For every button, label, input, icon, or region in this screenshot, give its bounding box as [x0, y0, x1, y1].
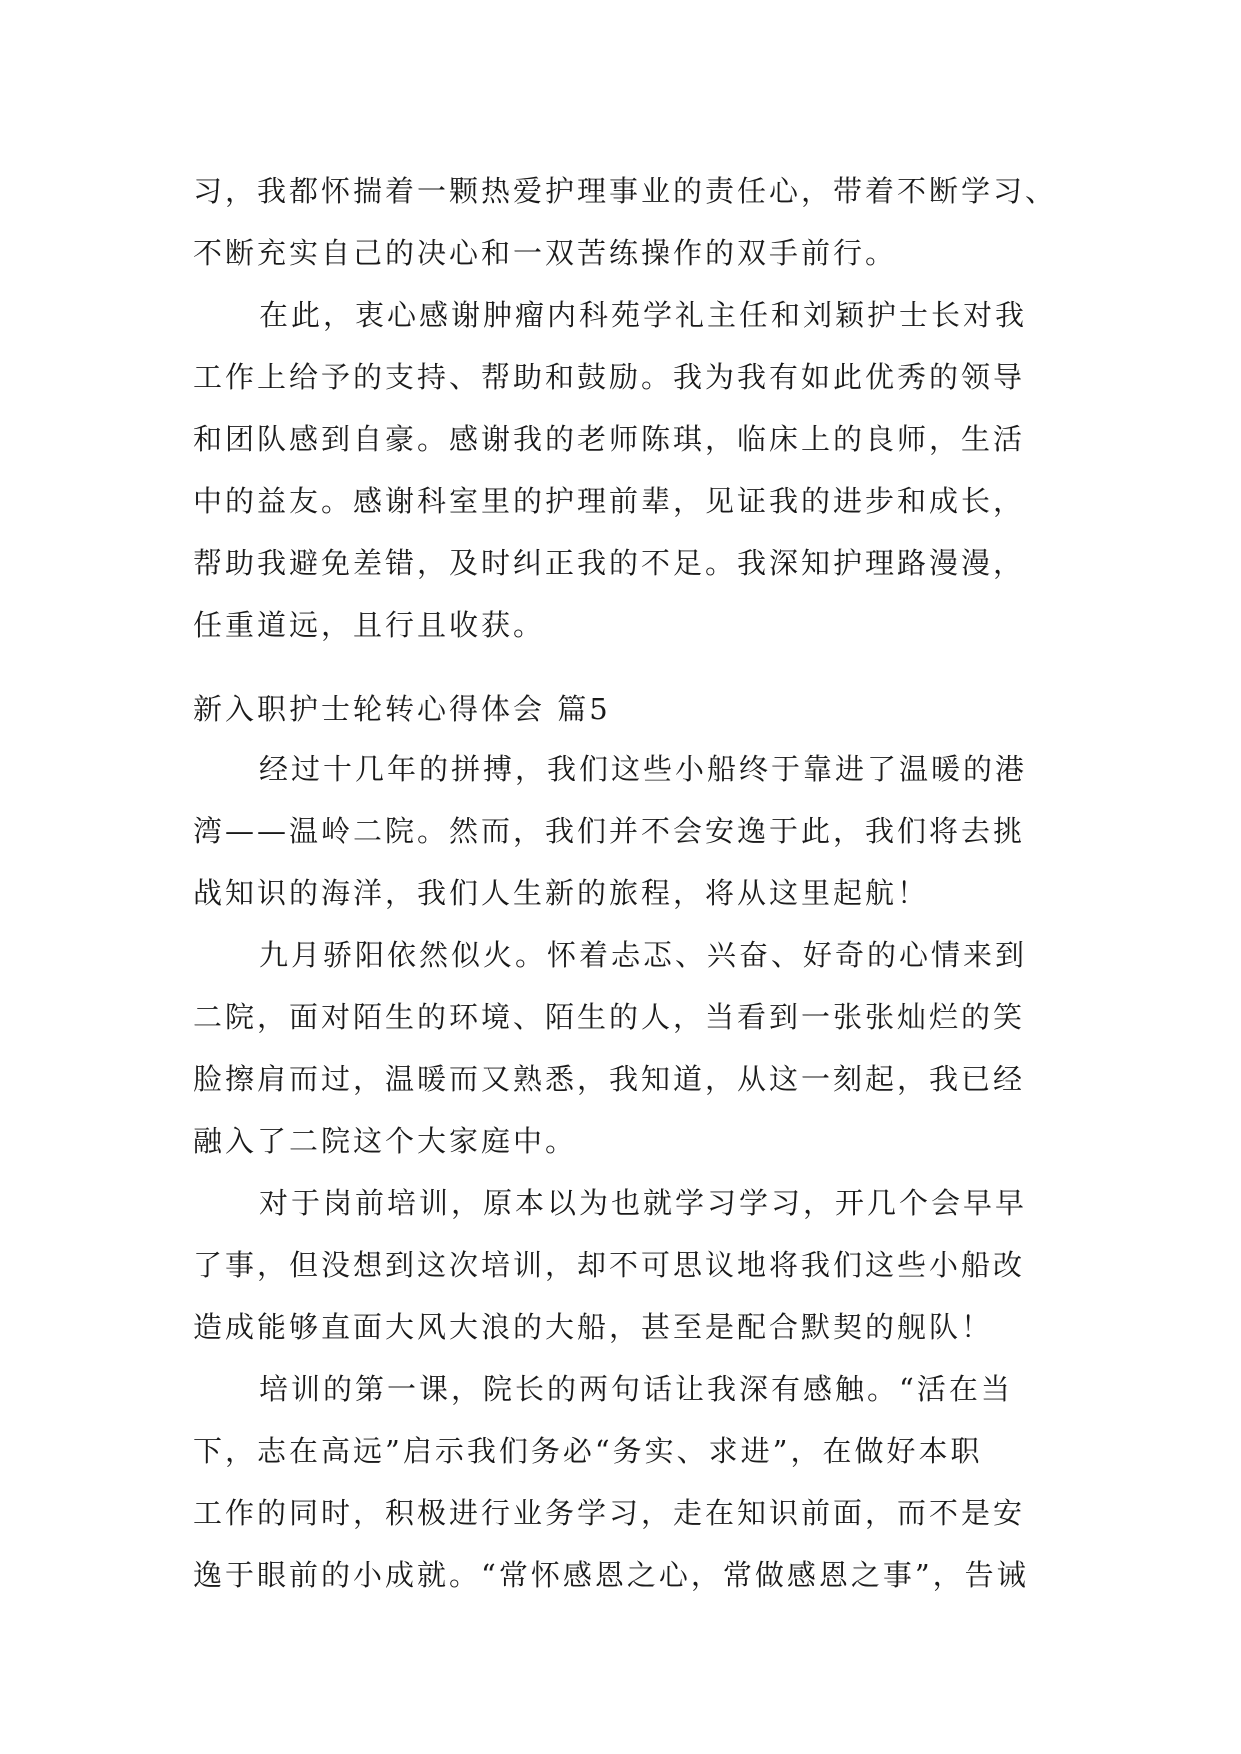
text-line: 九月骄阳依然似火。怀着忐忑、兴奋、好奇的心情来到 [259, 938, 1028, 972]
text-line: 逸于眼前的小成就。“常怀感恩之心，常做感恩之事”，告诫 [193, 1558, 1029, 1592]
section-heading: 新入职护士轮转心得体会 篇5 [193, 692, 611, 726]
document-body [193, 160, 1063, 1606]
text-line: 中的益友。感谢科室里的护理前辈，见证我的进步和成长， [193, 484, 1026, 518]
paragraph-5 [193, 1172, 1063, 1358]
text-line: 湾——温岭二院。然而，我们并不会安逸于此，我们将去挑 [193, 814, 1026, 848]
text-line: 下，志在高远”启示我们务必“务实、求进”，在做好本职 [193, 1434, 983, 1468]
paragraph-2 [193, 284, 1063, 656]
text-line: 融入了二院这个大家庭中。 [193, 1124, 578, 1158]
text-line: 工作的同时，积极进行业务学习，走在知识前面，而不是安 [193, 1496, 1026, 1530]
paragraph-4 [193, 924, 1063, 1172]
paragraph-6 [193, 1358, 1063, 1606]
text-line: 造成能够直面大风大浪的大船，甚至是配合默契的舰队！ [193, 1310, 994, 1344]
paragraph-1 [193, 160, 1063, 284]
text-line: 战知识的海洋，我们人生新的旅程，将从这里起航！ [193, 876, 930, 910]
text-line: 工作上给予的支持、帮助和鼓励。我为我有如此优秀的领导 [193, 360, 1026, 394]
text-line: 和团队感到自豪。感谢我的老师陈琪，临床上的良师，生活 [193, 422, 1026, 456]
paragraph-3 [193, 738, 1063, 924]
text-line: 二院，面对陌生的环境、陌生的人，当看到一张张灿烂的笑 [193, 1000, 1026, 1034]
text-line: 不断充实自己的决心和一双苦练操作的双手前行。 [193, 236, 898, 270]
text-line: 脸擦肩而过，温暖而又熟悉，我知道，从这一刻起，我已经 [193, 1062, 1026, 1096]
text-line: 经过十几年的拼搏，我们这些小船终于靠进了温暖的港 [259, 752, 1028, 786]
text-line: 培训的第一课，院长的两句话让我深有感触。“活在当 [259, 1372, 1013, 1406]
text-line: 任重道远，且行且收获。 [193, 608, 546, 642]
text-line: 帮助我避免差错，及时纠正我的不足。我深知护理路漫漫， [193, 546, 1026, 580]
text-line: 对于岗前培训，原本以为也就学习学习，开几个会早早 [259, 1186, 1028, 1220]
text-line: 了事，但没想到这次培训，却不可思议地将我们这些小船改 [193, 1248, 1026, 1282]
text-line: 习，我都怀揣着一颗热爱护理事业的责任心，带着不断学习、 [193, 174, 1058, 208]
text-line: 在此，衷心感谢肿瘤内科苑学礼主任和刘颖护士长对我 [259, 298, 1028, 332]
